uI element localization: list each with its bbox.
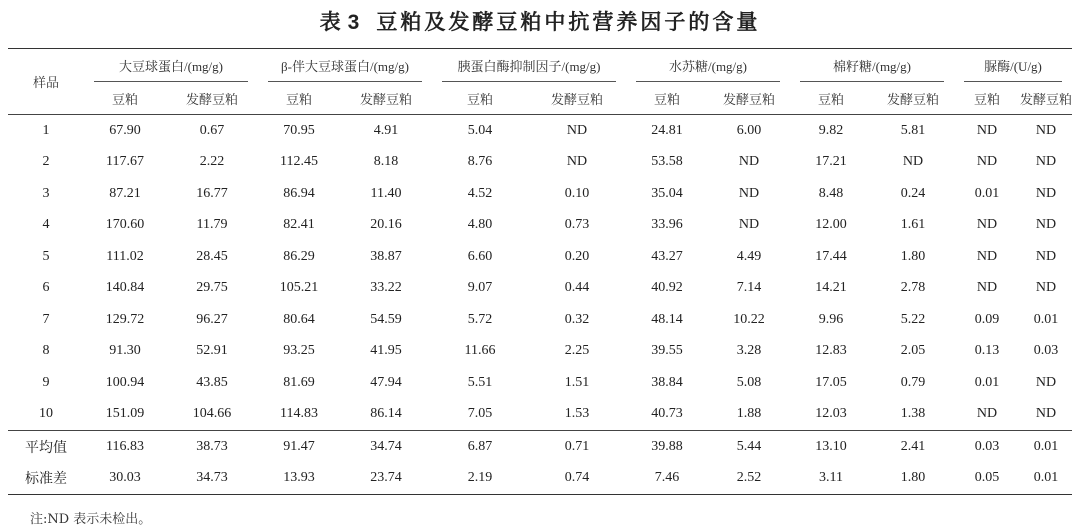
- sample-id-cell: 8: [42, 343, 50, 359]
- value-cell: 81.69: [283, 374, 315, 390]
- stat-value-cell: 34.73: [166, 463, 258, 495]
- value-cell: 12.00: [815, 217, 847, 233]
- value-cell: 0.01: [974, 185, 1000, 201]
- stat-value-cell: 0.74: [528, 463, 626, 495]
- value-cell: ND: [1035, 185, 1057, 201]
- value-cell: ND: [738, 154, 760, 170]
- sample-id-cell: 4: [42, 217, 50, 233]
- value-cell: 29.75: [196, 280, 228, 296]
- value-cell: 112.45: [280, 154, 318, 170]
- stat-row: [8, 431, 1072, 463]
- table-row: [8, 147, 1072, 179]
- sub-header: 发酵豆粕: [708, 82, 790, 115]
- value-cell: 6.60: [467, 248, 493, 264]
- value-cell: 5.72: [467, 311, 493, 327]
- sample-id-cell: 5: [42, 248, 50, 264]
- value-cell: 0.32: [564, 311, 590, 327]
- value-cell: 9.82: [818, 122, 844, 138]
- table-title: [0, 6, 1080, 36]
- value-cell: ND: [976, 406, 998, 422]
- stat-value-cell: 0.01: [1020, 463, 1072, 495]
- value-cell: 35.04: [651, 185, 683, 201]
- value-cell: 53.58: [651, 154, 683, 170]
- value-cell: 2.25: [564, 343, 590, 359]
- group-header: 大豆球蛋白/(mg/g): [84, 49, 258, 83]
- value-cell: 41.95: [370, 343, 402, 359]
- value-cell: 1.88: [736, 406, 762, 422]
- sub-header: 发酵豆粕: [872, 82, 954, 115]
- stat-value-cell: 3.11: [790, 463, 872, 495]
- stat-value-cell: 91.47: [258, 431, 340, 463]
- value-cell: 100.94: [105, 374, 145, 390]
- value-cell: 5.08: [736, 374, 762, 390]
- sample-id-cell: 9: [42, 374, 50, 390]
- value-cell: ND: [976, 154, 998, 170]
- value-cell: 12.83: [815, 343, 847, 359]
- value-cell: 0.10: [564, 185, 590, 201]
- value-cell: ND: [976, 280, 998, 296]
- value-cell: 16.77: [196, 185, 228, 201]
- stat-value-cell: 116.83: [84, 431, 166, 463]
- sample-column-header: 样品: [8, 49, 84, 115]
- sample-id-cell: 7: [42, 311, 50, 327]
- value-cell: 0.13: [974, 343, 1000, 359]
- value-cell: 2.05: [900, 343, 926, 359]
- value-cell: 14.21: [815, 280, 847, 296]
- value-cell: 9.07: [467, 280, 493, 296]
- value-cell: 48.14: [651, 311, 683, 327]
- value-cell: 86.94: [283, 185, 315, 201]
- table-footnote: 注:ND 表示未检出。: [30, 512, 152, 527]
- sub-header: 豆粕: [84, 82, 166, 115]
- value-cell: 33.22: [370, 280, 402, 296]
- sub-header: 豆粕: [432, 82, 528, 115]
- value-cell: 1.61: [900, 217, 926, 233]
- value-cell: 2.78: [900, 280, 926, 296]
- value-cell: ND: [566, 154, 588, 170]
- value-cell: 4.52: [467, 185, 493, 201]
- value-cell: 9.96: [818, 311, 844, 327]
- value-cell: 17.44: [815, 248, 847, 264]
- value-cell: 0.73: [564, 217, 590, 233]
- value-cell: 87.21: [109, 185, 141, 201]
- value-cell: 38.84: [651, 374, 683, 390]
- stat-value-cell: 2.41: [872, 431, 954, 463]
- value-cell: 4.49: [736, 248, 762, 264]
- stat-value-cell: 0.01: [1020, 431, 1072, 463]
- value-cell: 2.22: [199, 154, 225, 170]
- stat-value-cell: 2.19: [432, 463, 528, 495]
- group-header: 水苏糖/(mg/g): [626, 49, 790, 83]
- value-cell: 86.14: [370, 406, 402, 422]
- value-cell: 39.55: [651, 343, 683, 359]
- value-cell: 28.45: [196, 248, 228, 264]
- sample-id-cell: 6: [42, 280, 50, 296]
- value-cell: 20.16: [370, 217, 402, 233]
- value-cell: ND: [738, 185, 760, 201]
- value-cell: 12.03: [815, 406, 847, 422]
- value-cell: ND: [1035, 248, 1057, 264]
- value-cell: ND: [566, 122, 588, 138]
- group-header: 胰蛋白酶抑制因子/(mg/g): [432, 49, 626, 83]
- value-cell: 151.09: [105, 406, 145, 422]
- stat-value-cell: 23.74: [340, 463, 432, 495]
- sample-id-cell: 2: [42, 154, 50, 170]
- stat-label-cell: 标准差: [8, 463, 84, 495]
- sub-header: 发酵豆粕: [528, 82, 626, 115]
- value-cell: 1.51: [564, 374, 590, 390]
- sample-id-cell: 3: [42, 185, 50, 201]
- value-cell: ND: [1035, 122, 1057, 138]
- value-cell: 4.80: [467, 217, 493, 233]
- sample-id-cell: 1: [42, 122, 50, 138]
- sub-header: 发酵豆粕: [166, 82, 258, 115]
- value-cell: 7.05: [467, 406, 493, 422]
- value-cell: 93.25: [283, 343, 315, 359]
- value-cell: 11.66: [464, 343, 496, 359]
- value-cell: 80.64: [283, 311, 315, 327]
- value-cell: 70.95: [283, 122, 315, 138]
- value-cell: 3.28: [736, 343, 762, 359]
- value-cell: 11.79: [196, 217, 228, 233]
- sub-header: 豆粕: [790, 82, 872, 115]
- value-cell: 0.44: [564, 280, 590, 296]
- sub-header: 豆粕: [954, 82, 1020, 115]
- value-cell: 10.22: [733, 311, 765, 327]
- value-cell: 5.51: [467, 374, 493, 390]
- value-cell: 0.09: [974, 311, 1000, 327]
- sub-header: 发酵豆粕: [340, 82, 432, 115]
- value-cell: 140.84: [105, 280, 145, 296]
- stat-value-cell: 13.93: [258, 463, 340, 495]
- value-cell: ND: [976, 217, 998, 233]
- table-row: [8, 367, 1072, 399]
- anti-nutritional-factors-table: [8, 48, 1072, 495]
- sample-id-cell: 10: [39, 406, 53, 422]
- value-cell: 0.24: [900, 185, 926, 201]
- value-cell: ND: [1035, 280, 1057, 296]
- table-title-prefix: 表: [319, 9, 344, 34]
- value-cell: 0.03: [1033, 343, 1059, 359]
- value-cell: 129.72: [105, 311, 145, 327]
- value-cell: 43.85: [196, 374, 228, 390]
- value-cell: 47.94: [370, 374, 402, 390]
- value-cell: 17.21: [815, 154, 847, 170]
- sub-header: 豆粕: [258, 82, 340, 115]
- stat-value-cell: 0.05: [954, 463, 1020, 495]
- value-cell: 170.60: [105, 217, 145, 233]
- value-cell: 40.92: [651, 280, 683, 296]
- value-cell: 5.81: [900, 122, 926, 138]
- value-cell: 104.66: [192, 406, 232, 422]
- value-cell: 8.18: [373, 154, 399, 170]
- sub-header: 发酵豆粕: [1020, 82, 1072, 115]
- table-body: [8, 115, 1072, 495]
- value-cell: 111.02: [106, 248, 144, 264]
- value-cell: ND: [738, 217, 760, 233]
- table-row: [8, 178, 1072, 210]
- value-cell: 0.01: [1033, 311, 1059, 327]
- value-cell: 33.96: [651, 217, 683, 233]
- stat-row: [8, 463, 1072, 495]
- group-header-row: [8, 49, 1072, 83]
- value-cell: 43.27: [651, 248, 683, 264]
- value-cell: ND: [976, 248, 998, 264]
- value-cell: 5.22: [900, 311, 926, 327]
- stat-value-cell: 2.52: [708, 463, 790, 495]
- group-header: 棉籽糖/(mg/g): [790, 49, 954, 83]
- value-cell: 0.79: [900, 374, 926, 390]
- stat-value-cell: 7.46: [626, 463, 708, 495]
- value-cell: 91.30: [109, 343, 141, 359]
- stat-value-cell: 38.73: [166, 431, 258, 463]
- value-cell: 117.67: [106, 154, 144, 170]
- stat-value-cell: 13.10: [790, 431, 872, 463]
- group-header: β-伴大豆球蛋白/(mg/g): [258, 49, 432, 83]
- stat-value-cell: 0.03: [954, 431, 1020, 463]
- value-cell: ND: [976, 122, 998, 138]
- value-cell: 52.91: [196, 343, 228, 359]
- table-number: 3: [347, 11, 363, 34]
- value-cell: 67.90: [109, 122, 141, 138]
- value-cell: 0.01: [974, 374, 1000, 390]
- stat-value-cell: 6.87: [432, 431, 528, 463]
- stat-value-cell: 30.03: [84, 463, 166, 495]
- value-cell: 8.76: [467, 154, 493, 170]
- value-cell: 4.91: [373, 122, 399, 138]
- stat-value-cell: 34.74: [340, 431, 432, 463]
- stat-label-cell: 平均值: [8, 431, 84, 463]
- value-cell: ND: [1035, 406, 1057, 422]
- table-title-text: 豆粕及发酵豆粕中抗营养因子的含量: [376, 9, 761, 34]
- value-cell: 6.00: [736, 122, 762, 138]
- value-cell: 11.40: [370, 185, 402, 201]
- table-row: [8, 210, 1072, 242]
- value-cell: 86.29: [283, 248, 315, 264]
- value-cell: 105.21: [279, 280, 319, 296]
- value-cell: 114.83: [280, 406, 318, 422]
- value-cell: ND: [902, 154, 924, 170]
- value-cell: 17.05: [815, 374, 847, 390]
- value-cell: 1.38: [900, 406, 926, 422]
- stat-value-cell: 39.88: [626, 431, 708, 463]
- value-cell: 82.41: [283, 217, 315, 233]
- table-row: [8, 241, 1072, 273]
- value-cell: 38.87: [370, 248, 402, 264]
- stat-value-cell: 0.71: [528, 431, 626, 463]
- value-cell: ND: [1035, 217, 1057, 233]
- value-cell: 24.81: [651, 122, 683, 138]
- value-cell: 7.14: [736, 280, 762, 296]
- sub-header: 豆粕: [626, 82, 708, 115]
- value-cell: 8.48: [818, 185, 844, 201]
- value-cell: 1.53: [564, 406, 590, 422]
- group-header: 脲酶/(U/g): [954, 49, 1072, 83]
- value-cell: 54.59: [370, 311, 402, 327]
- table-row: [8, 273, 1072, 305]
- value-cell: 5.04: [467, 122, 493, 138]
- table-row: [8, 304, 1072, 336]
- value-cell: 1.80: [900, 248, 926, 264]
- value-cell: 0.20: [564, 248, 590, 264]
- sub-header-row: [8, 82, 1072, 115]
- table-row: [8, 336, 1072, 368]
- value-cell: 96.27: [196, 311, 228, 327]
- stat-value-cell: 1.80: [872, 463, 954, 495]
- table-row: [8, 115, 1072, 147]
- stat-value-cell: 5.44: [708, 431, 790, 463]
- table-row: [8, 399, 1072, 431]
- value-cell: 0.67: [199, 122, 225, 138]
- value-cell: ND: [1035, 374, 1057, 390]
- value-cell: ND: [1035, 154, 1057, 170]
- value-cell: 40.73: [651, 406, 683, 422]
